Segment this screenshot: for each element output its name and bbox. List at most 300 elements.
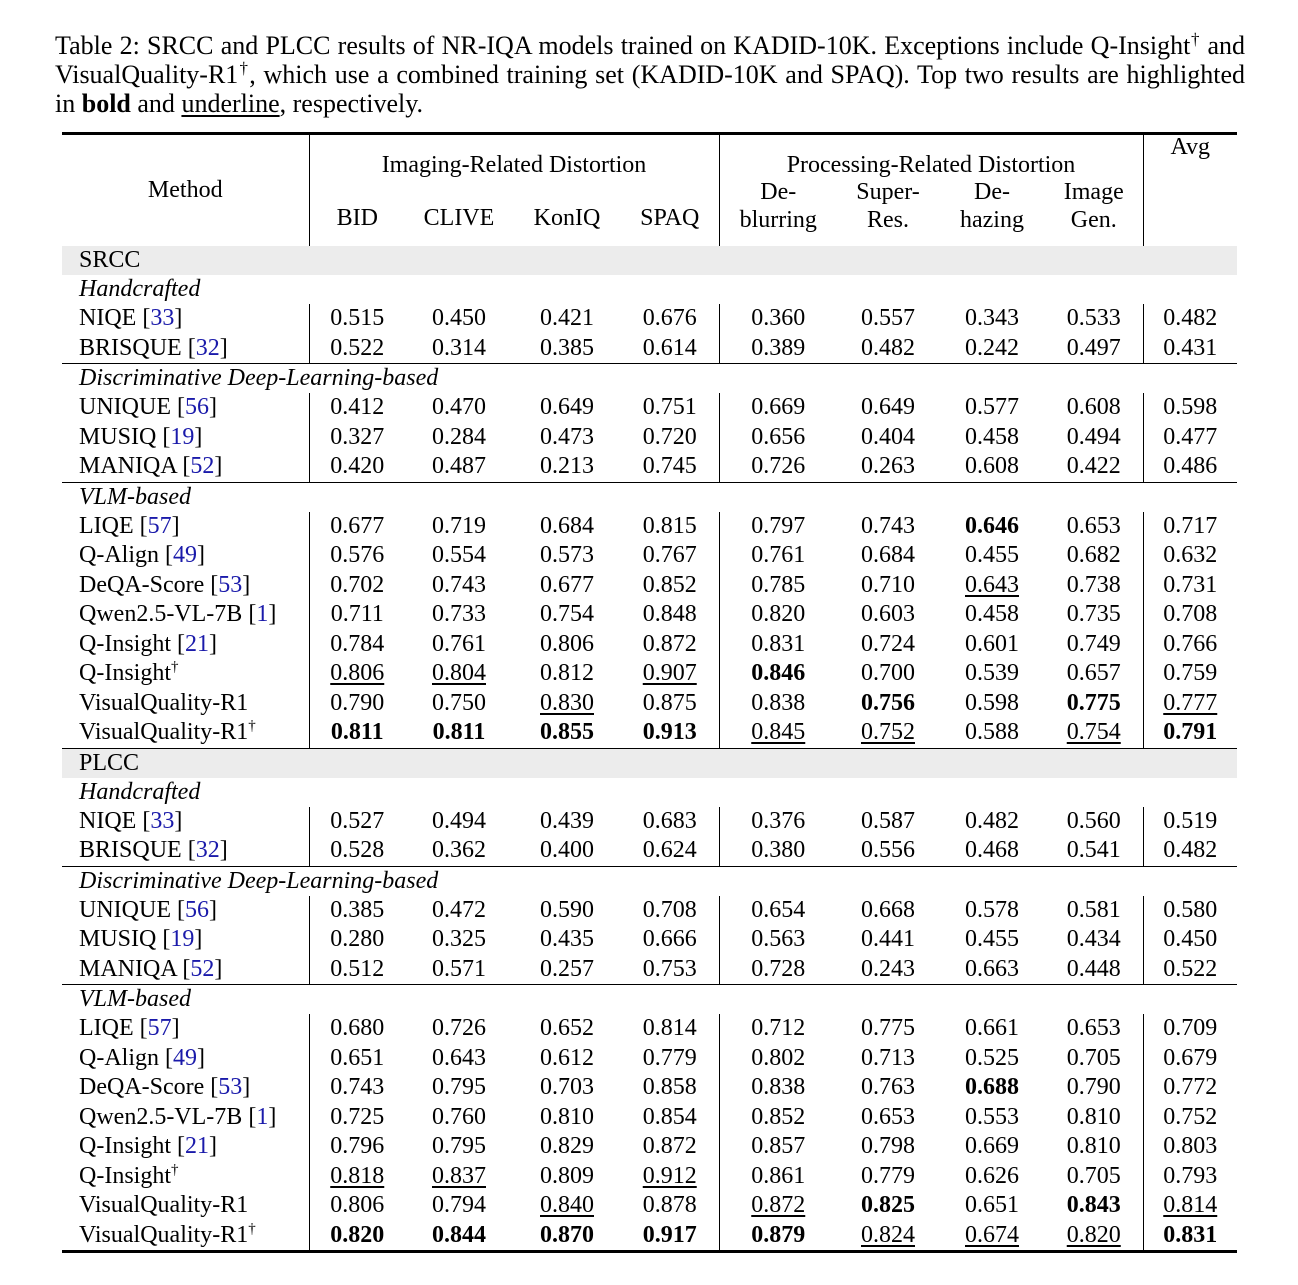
citation-link[interactable]: 1 — [256, 601, 269, 627]
value-cell — [513, 718, 621, 748]
value-cell — [939, 630, 1045, 660]
citation-link[interactable]: 56 — [184, 896, 209, 923]
value-text: 0.263 — [861, 453, 915, 479]
method-name — [62, 1191, 309, 1221]
value-text: 0.385 — [330, 896, 385, 923]
value-text: 0.820 — [1066, 1221, 1121, 1248]
value-cell — [513, 896, 621, 926]
value-text: 0.362 — [432, 837, 486, 863]
value-text: 0.745 — [642, 453, 697, 479]
value-cell — [513, 1103, 621, 1133]
method-label: Q-Insight — [79, 1133, 171, 1159]
citation-link[interactable]: 52 — [190, 955, 215, 982]
value-text: 0.907 — [642, 660, 697, 686]
value-text: 0.458 — [965, 601, 1019, 627]
value-text: 0.213 — [540, 453, 594, 479]
value-cell — [837, 1132, 939, 1162]
value-text: 0.649 — [861, 394, 915, 420]
category-label: Discriminative Deep-Learning-based — [62, 866, 1237, 896]
value-text: 0.820 — [751, 601, 806, 627]
header-group-processing — [719, 134, 1143, 179]
value-cell — [719, 630, 837, 660]
value-text: 0.519 — [1163, 807, 1218, 834]
value-text: 0.473 — [540, 423, 594, 450]
value-cell — [719, 1073, 837, 1103]
value-text: 0.553 — [965, 1103, 1019, 1130]
value-cell — [939, 423, 1045, 453]
value-text: 0.760 — [432, 1103, 486, 1130]
table-row — [62, 1014, 1237, 1044]
citation-link[interactable]: 19 — [170, 423, 195, 450]
value-text: 0.913 — [642, 719, 697, 745]
table-row — [62, 659, 1237, 689]
header-group-processing-label: Processing-Related Distortion — [786, 152, 1076, 178]
value-text: 0.669 — [965, 1133, 1019, 1159]
value-cell — [309, 955, 405, 985]
value-text: 0.703 — [540, 1074, 594, 1100]
value-cell — [1045, 1162, 1143, 1192]
value-text: 0.772 — [1163, 1074, 1218, 1100]
citation-link[interactable]: 33 — [150, 305, 175, 331]
table-body — [62, 246, 1237, 1252]
value-text: 0.811 — [330, 719, 384, 745]
table-row — [62, 925, 1237, 955]
category-label: Handcrafted — [79, 778, 201, 805]
value-text: 0.749 — [1066, 630, 1121, 657]
value-cell — [1143, 955, 1237, 985]
value-cell — [719, 452, 837, 482]
caption-underline-word: underline — [181, 89, 280, 118]
value-text: 0.257 — [540, 955, 594, 982]
table-row — [62, 1132, 1237, 1162]
value-cell — [837, 1191, 939, 1221]
value-text: 0.482 — [1163, 837, 1218, 863]
value-text: 0.431 — [1163, 334, 1218, 361]
value-text: 0.743 — [861, 512, 915, 539]
value-cell — [621, 955, 719, 985]
value-cell — [513, 925, 621, 955]
table-row — [62, 630, 1237, 660]
header-group-imaging-label: Imaging-Related Distortion — [381, 152, 647, 178]
citation-link[interactable]: 53 — [218, 571, 243, 598]
value-text: 0.754 — [540, 601, 594, 627]
header-col-koniq: KonIQ — [533, 205, 601, 231]
value-text: 0.791 — [1163, 719, 1218, 745]
value-text: 0.314 — [432, 334, 486, 361]
value-cell — [621, 925, 719, 955]
table-row — [62, 1103, 1237, 1133]
citation-link[interactable]: 57 — [147, 1015, 172, 1041]
value-cell — [939, 393, 1045, 423]
value-cell — [939, 541, 1045, 571]
value-cell — [939, 1014, 1045, 1044]
value-cell — [621, 304, 719, 334]
citation-link[interactable]: 56 — [184, 394, 209, 420]
value-text: 0.243 — [861, 955, 915, 982]
value-text: 0.389 — [751, 334, 806, 361]
value-text: 0.712 — [751, 1015, 806, 1041]
section-title: SRCC — [62, 246, 1237, 275]
value-text: 0.242 — [965, 334, 1019, 361]
value-text: 0.614 — [642, 334, 697, 361]
value-cell — [939, 807, 1045, 837]
value-cell — [837, 925, 939, 955]
value-text: 0.608 — [1066, 394, 1121, 420]
value-cell — [405, 571, 513, 601]
method-label: NIQE — [79, 807, 137, 834]
value-text: 0.525 — [965, 1044, 1019, 1071]
value-cell — [1045, 925, 1143, 955]
value-cell — [939, 571, 1045, 601]
header-method: Method — [147, 177, 223, 203]
value-text: 0.512 — [330, 955, 385, 982]
table-row — [62, 896, 1237, 926]
value-text: 0.831 — [751, 630, 806, 657]
value-cell — [939, 512, 1045, 542]
table-row — [62, 836, 1237, 866]
value-cell — [719, 1044, 837, 1074]
citation-link[interactable]: 53 — [218, 1074, 243, 1100]
value-text: 0.845 — [751, 719, 806, 745]
value-cell — [405, 1221, 513, 1252]
method-name: Q-Insight [21] — [79, 1133, 217, 1159]
value-text: 0.802 — [751, 1044, 806, 1071]
value-cell — [621, 1044, 719, 1074]
value-cell — [837, 1014, 939, 1044]
value-cell — [1045, 630, 1143, 660]
dagger-mark: † — [171, 1161, 179, 1178]
value-text: 0.677 — [330, 512, 385, 539]
value-text: 0.725 — [330, 1103, 385, 1130]
value-text: 0.533 — [1066, 305, 1121, 331]
table-row — [62, 718, 1237, 748]
value-cell — [837, 1044, 939, 1074]
value-cell — [939, 304, 1045, 334]
value-cell — [1045, 955, 1143, 985]
value-text: 0.573 — [540, 542, 594, 568]
value-text: 0.515 — [330, 305, 385, 331]
method-name — [62, 1162, 309, 1192]
method-name: MANIQA [52] — [79, 453, 223, 479]
value-cell — [309, 423, 405, 453]
value-text: 0.601 — [965, 630, 1019, 657]
value-text: 0.735 — [1066, 601, 1121, 627]
caption-text: , respectively. — [279, 89, 424, 118]
value-cell — [309, 807, 405, 837]
value-cell — [405, 896, 513, 926]
header-col-line2: hazing — [960, 207, 1024, 233]
citation-link[interactable]: 21 — [185, 630, 209, 657]
value-cell — [513, 452, 621, 482]
method-label: VisualQuality-R1 — [79, 719, 249, 745]
value-text: 0.679 — [1163, 1044, 1218, 1071]
value-text: 0.713 — [861, 1044, 915, 1071]
value-text: 0.806 — [540, 630, 594, 657]
table-row — [62, 600, 1237, 630]
value-text: 0.710 — [861, 571, 915, 598]
value-text: 0.578 — [965, 896, 1019, 923]
value-cell — [309, 896, 405, 926]
table-caption — [55, 31, 1245, 118]
value-text: 0.522 — [330, 334, 385, 361]
value-text: 0.468 — [965, 837, 1019, 863]
header-col-bid: BID — [309, 178, 405, 246]
value-cell — [1045, 393, 1143, 423]
value-text: 0.588 — [965, 719, 1019, 745]
value-cell — [621, 1103, 719, 1133]
value-cell — [1143, 896, 1237, 926]
citation-link[interactable]: 49 — [173, 542, 197, 568]
value-cell — [1045, 334, 1143, 364]
value-cell — [309, 1132, 405, 1162]
value-text: 0.581 — [1066, 896, 1121, 923]
value-text: 0.653 — [1066, 1015, 1121, 1041]
value-cell — [1045, 1014, 1143, 1044]
method-name: Qwen2.5-VL-7B [1] — [79, 601, 277, 627]
results-table — [62, 132, 1237, 1253]
category-row — [62, 364, 1237, 394]
value-cell — [719, 541, 837, 571]
value-cell — [719, 571, 837, 601]
value-text: 0.793 — [1163, 1162, 1218, 1189]
value-cell — [719, 955, 837, 985]
value-cell — [719, 807, 837, 837]
value-cell — [621, 807, 719, 837]
table-row — [62, 1044, 1237, 1074]
value-cell — [837, 718, 939, 748]
value-cell — [405, 541, 513, 571]
value-cell — [1045, 807, 1143, 837]
category-label: Handcrafted — [79, 276, 201, 302]
value-cell — [1143, 393, 1237, 423]
table-row — [62, 1073, 1237, 1103]
value-cell — [405, 512, 513, 542]
value-cell — [513, 630, 621, 660]
value-cell — [405, 452, 513, 482]
value-text: 0.688 — [965, 1074, 1019, 1100]
citation-link[interactable]: 33 — [150, 807, 175, 834]
value-cell — [1143, 689, 1237, 719]
header-col-line1: Image — [1063, 179, 1124, 205]
value-cell — [1045, 836, 1143, 866]
value-text: 0.522 — [1163, 955, 1218, 982]
citation-link[interactable]: 32 — [195, 334, 220, 361]
value-cell — [513, 1221, 621, 1252]
value-cell — [621, 452, 719, 482]
caption-text: Table 2: SRCC and PLCC results of NR-IQA models trained on KADID-10K. Exceptions include Q-Insight — [55, 31, 1191, 60]
citation-link[interactable]: 52 — [190, 453, 215, 479]
value-cell — [1045, 689, 1143, 719]
section-row — [62, 748, 1237, 778]
method-label: LIQE — [79, 1015, 134, 1041]
value-text: 0.855 — [540, 719, 594, 745]
method-name: MANIQA [52] — [79, 955, 223, 982]
value-cell — [621, 1132, 719, 1162]
value-cell — [309, 334, 405, 364]
value-text: 0.656 — [751, 423, 806, 450]
value-text: 0.830 — [540, 689, 594, 716]
header-avg — [1143, 134, 1237, 247]
value-text: 0.497 — [1066, 334, 1121, 361]
header-col-spaq: SPAQ — [640, 205, 700, 231]
value-cell — [1045, 1191, 1143, 1221]
value-cell — [309, 925, 405, 955]
value-text: 0.754 — [1066, 719, 1121, 745]
value-cell — [621, 600, 719, 630]
table-row — [62, 1191, 1237, 1221]
value-cell — [405, 955, 513, 985]
value-cell — [621, 571, 719, 601]
value-cell — [621, 1162, 719, 1192]
method-label: VisualQuality-R1 — [79, 1221, 249, 1248]
value-text: 0.759 — [1163, 660, 1218, 686]
value-text: 0.608 — [965, 453, 1019, 479]
value-cell — [719, 1221, 837, 1252]
citation-link[interactable]: 21 — [185, 1133, 209, 1159]
value-cell — [309, 1162, 405, 1192]
value-cell — [309, 1103, 405, 1133]
value-text: 0.777 — [1163, 689, 1218, 716]
value-text: 0.560 — [1066, 807, 1121, 834]
value-text: 0.797 — [751, 512, 806, 539]
method-name: MUSIQ [19] — [79, 423, 203, 450]
value-cell — [837, 1162, 939, 1192]
value-text: 0.815 — [642, 512, 697, 539]
value-cell — [405, 393, 513, 423]
value-cell — [1045, 1221, 1143, 1252]
method-label: LIQE — [79, 512, 134, 539]
value-text: 0.720 — [642, 423, 697, 450]
value-cell — [1045, 512, 1143, 542]
method-name: MUSIQ [19] — [79, 926, 203, 952]
value-text: 0.580 — [1163, 896, 1218, 923]
value-cell — [513, 955, 621, 985]
value-text: 0.680 — [330, 1015, 385, 1041]
value-text: 0.400 — [540, 837, 594, 863]
method-label: VisualQuality-R1 — [79, 1192, 249, 1218]
dagger-mark: † — [238, 58, 250, 78]
method-label: UNIQUE — [79, 896, 171, 923]
method-label: Q-Insight — [79, 630, 171, 657]
value-cell — [837, 393, 939, 423]
value-cell — [939, 1221, 1045, 1252]
method-label: Qwen2.5-VL-7B — [79, 1103, 243, 1130]
value-text: 0.733 — [432, 601, 486, 627]
value-text: 0.784 — [330, 630, 385, 657]
method-name: BRISQUE [32] — [79, 334, 228, 361]
category-label: VLM-based — [62, 482, 1237, 512]
table-row — [62, 512, 1237, 542]
value-cell — [1045, 896, 1143, 926]
value-text: 0.458 — [965, 423, 1019, 450]
citation-link[interactable]: 1 — [256, 1103, 269, 1130]
value-text: 0.563 — [751, 926, 806, 952]
citation-link[interactable]: 19 — [170, 926, 195, 952]
value-text: 0.719 — [432, 512, 486, 539]
value-text: 0.812 — [540, 660, 594, 686]
value-cell — [309, 630, 405, 660]
value-text: 0.661 — [965, 1015, 1019, 1041]
value-cell — [837, 452, 939, 482]
value-cell — [621, 541, 719, 571]
value-text: 0.743 — [432, 571, 486, 598]
value-cell — [719, 423, 837, 453]
value-cell — [1143, 334, 1237, 364]
value-cell — [309, 571, 405, 601]
dagger-mark: † — [1190, 29, 1201, 49]
value-cell — [837, 1103, 939, 1133]
value-text: 0.837 — [432, 1162, 486, 1189]
value-cell — [309, 304, 405, 334]
method-label: Q-Insight — [79, 1162, 171, 1189]
header-col-dehazing — [939, 178, 1045, 246]
value-text: 0.810 — [1066, 1133, 1121, 1159]
value-text: 0.477 — [1163, 423, 1218, 450]
value-cell — [939, 836, 1045, 866]
value-cell — [513, 1191, 621, 1221]
value-cell — [1143, 836, 1237, 866]
value-cell — [939, 1132, 1045, 1162]
table-row — [62, 452, 1237, 482]
table-row — [62, 689, 1237, 719]
value-cell — [405, 925, 513, 955]
method-label: Q-Insight — [79, 660, 171, 686]
method-label: DeQA-Score — [79, 1074, 205, 1100]
value-cell — [1045, 1132, 1143, 1162]
method-name: Q-Align [49] — [79, 542, 205, 568]
value-text: 0.683 — [642, 807, 697, 834]
citation-link[interactable]: 57 — [147, 512, 172, 539]
value-cell — [621, 630, 719, 660]
value-cell — [513, 836, 621, 866]
value-text: 0.711 — [330, 601, 384, 627]
value-text: 0.404 — [861, 423, 915, 450]
value-cell — [1143, 452, 1237, 482]
value-cell — [939, 955, 1045, 985]
value-text: 0.804 — [432, 660, 486, 686]
value-cell — [939, 334, 1045, 364]
table-row — [62, 541, 1237, 571]
value-cell — [1143, 925, 1237, 955]
value-cell — [837, 541, 939, 571]
value-text: 0.838 — [751, 1074, 806, 1100]
category-row — [62, 275, 1237, 304]
value-cell — [621, 1014, 719, 1044]
value-text: 0.626 — [965, 1162, 1019, 1189]
citation-link[interactable]: 49 — [173, 1044, 197, 1071]
method-name: NIQE [33] — [79, 807, 183, 834]
value-cell — [309, 1221, 405, 1252]
method-name — [62, 659, 309, 689]
value-cell — [939, 896, 1045, 926]
value-text: 0.726 — [432, 1015, 486, 1041]
category-label: VLM-based — [62, 985, 1237, 1015]
value-text: 0.343 — [965, 305, 1019, 331]
value-text: 0.852 — [642, 571, 697, 598]
value-cell — [621, 1221, 719, 1252]
value-text: 0.814 — [642, 1015, 697, 1041]
value-cell — [1143, 600, 1237, 630]
header-row-groups — [62, 134, 1237, 179]
value-text: 0.840 — [540, 1192, 594, 1218]
value-cell — [405, 1132, 513, 1162]
citation-link[interactable]: 32 — [195, 837, 220, 863]
value-cell — [405, 334, 513, 364]
value-text: 0.844 — [432, 1221, 486, 1248]
value-cell — [405, 304, 513, 334]
table-row — [62, 423, 1237, 453]
value-text: 0.280 — [330, 926, 385, 952]
